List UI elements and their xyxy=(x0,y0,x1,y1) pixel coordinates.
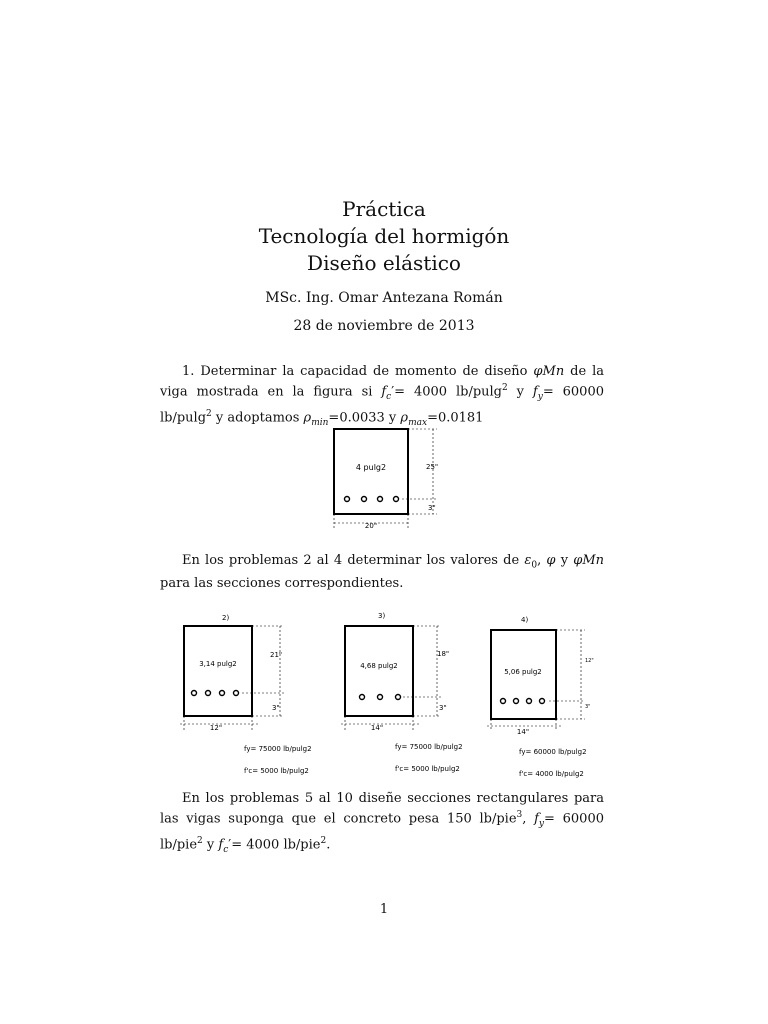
rebar xyxy=(396,695,401,700)
rebar xyxy=(394,497,399,502)
depth-label: 21" xyxy=(270,651,283,659)
fy-label: fy= 60000 lb/pulg2 xyxy=(519,748,587,756)
depth-label: 12" xyxy=(585,658,594,664)
steel-area-label: 4,68 pulg2 xyxy=(360,662,398,670)
figure-section-4 xyxy=(479,604,609,788)
rebar xyxy=(501,699,506,704)
width-label: 14" xyxy=(516,728,530,736)
problem-1-text: 1. Determinar la capacidad de momento de diseño φMn de la viga mostrada en la figura si $f_c'= 4000$ lb/pulg$^2$ y $f_y= 60000$ lb/pulg$^2$ y adoptamos $\rho_{min}=0.0033$ y $\rho_{max}=0.0181$ xyxy=(160,364,604,428)
fc-label: f'c= 5000 lb/pulg2 xyxy=(395,765,460,773)
cover-label: 3" xyxy=(439,704,447,712)
rebar xyxy=(362,497,367,502)
date: 28 de noviembre de 2013 xyxy=(293,318,475,334)
rebar xyxy=(378,695,383,700)
section-label: 2) xyxy=(222,614,230,622)
width-label: 20" xyxy=(364,522,378,530)
depth-label: 25" xyxy=(426,463,439,471)
rebar xyxy=(345,497,350,502)
depth-label: 18" xyxy=(437,650,450,658)
title-block xyxy=(0,196,768,277)
figure-section-2 xyxy=(172,604,322,788)
fy-label: fy= 75000 lb/pulg2 xyxy=(244,745,312,753)
rebar xyxy=(378,497,383,502)
fy-label: fy= 75000 lb/pulg2 xyxy=(395,743,463,751)
rebar xyxy=(206,691,211,696)
fc-label: f'c= 5000 lb/pulg2 xyxy=(244,767,309,775)
rebar xyxy=(220,691,225,696)
beam-section-outline xyxy=(184,626,252,716)
page-number: 1 xyxy=(379,902,389,917)
section-label: 3) xyxy=(378,612,386,620)
width-label: 12" xyxy=(209,724,223,732)
section-label: 4) xyxy=(521,616,529,624)
rebar xyxy=(234,691,239,696)
steel-area-label: 3,14 pulg2 xyxy=(199,660,237,668)
figure-section-3 xyxy=(333,604,483,788)
cover-label: 3" xyxy=(272,704,280,712)
problems-2-4-text: En los problemas 2 al 4 determinar los valores de $\varepsilon_0$, φ y φMn para las secciones correspondientes. xyxy=(160,553,605,591)
rebar xyxy=(540,699,545,704)
steel-area-label: 4 pulg2 xyxy=(355,463,387,472)
cover-label: 3" xyxy=(585,704,591,710)
rebar xyxy=(360,695,365,700)
beam-section-outline xyxy=(345,626,413,716)
title-line-1: Práctica xyxy=(342,197,426,221)
title-line-2: Tecnología del hormigón xyxy=(258,224,510,248)
fc-label: f'c= 4000 lb/pulg2 xyxy=(519,770,584,778)
problems-5-10-text: En los problemas 5 al 10 diseñe secciones rectangulares para las vigas suponga que el concreto pesa 150 lb/pie$^3$, $f_y= 60000$ lb/pie$^2$ y $f_c'= 4000$ lb/pie$^2$. xyxy=(160,791,604,855)
author: MSc. Ing. Omar Antezana Román xyxy=(265,290,503,306)
steel-area-label: 5,06 pulg2 xyxy=(504,668,542,676)
width-label: 14" xyxy=(370,724,384,732)
rebar xyxy=(527,699,532,704)
rebar xyxy=(514,699,519,704)
title-line-3: Diseño elástico xyxy=(307,251,461,275)
rebar xyxy=(192,691,197,696)
figure-1 xyxy=(322,422,452,538)
cover-label: 3" xyxy=(428,504,436,512)
